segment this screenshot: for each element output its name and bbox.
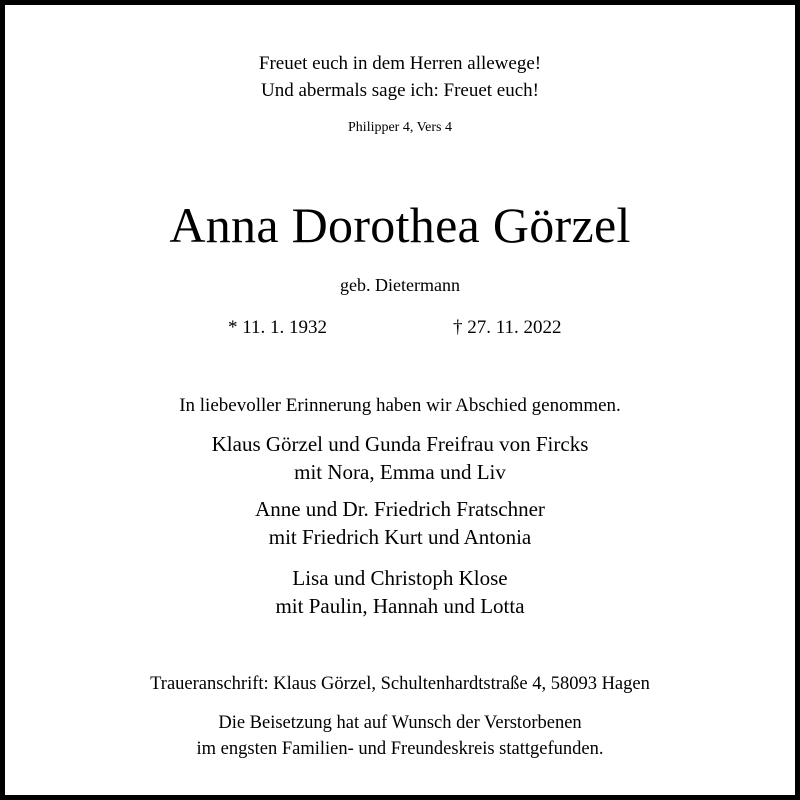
family-line: Klaus Görzel und Gunda Freifrau von Fircks (211, 432, 589, 456)
death-date: † 27. 11. 2022 (453, 317, 562, 338)
verse-line-2: Und abermals sage ich: Freuet euch! (260, 80, 540, 101)
verse-reference: Philipper 4, Vers 4 (348, 120, 452, 135)
family-line: Lisa und Christoph Klose (292, 566, 508, 590)
family-line: mit Friedrich Kurt und Antonia (268, 525, 532, 549)
intro-text: In liebevoller Erinnerung haben wir Abschied genommen. (179, 395, 621, 416)
family-line: mit Nora, Emma und Liv (294, 460, 506, 484)
maiden-name: geb. Dietermann (340, 275, 460, 295)
family-line: mit Paulin, Hannah und Lotta (275, 594, 525, 618)
family-line: Anne und Dr. Friedrich Fratschner (255, 497, 545, 521)
deceased-name: Anna Dorothea Görzel (169, 197, 631, 253)
burial-note-line-2: im engsten Familien- und Freundeskreis stattgefunden. (196, 739, 604, 759)
mourning-address: Traueranschrift: Klaus Görzel, Schultenhardtstraße 4, 58093 Hagen (150, 674, 650, 694)
birth-date: * 11. 1. 1932 (228, 317, 328, 338)
burial-note-line-1: Die Beisetzung hat auf Wunsch der Verstorbenen (218, 713, 582, 733)
verse-line-1: Freuet euch in dem Herren allewege! (258, 53, 542, 74)
